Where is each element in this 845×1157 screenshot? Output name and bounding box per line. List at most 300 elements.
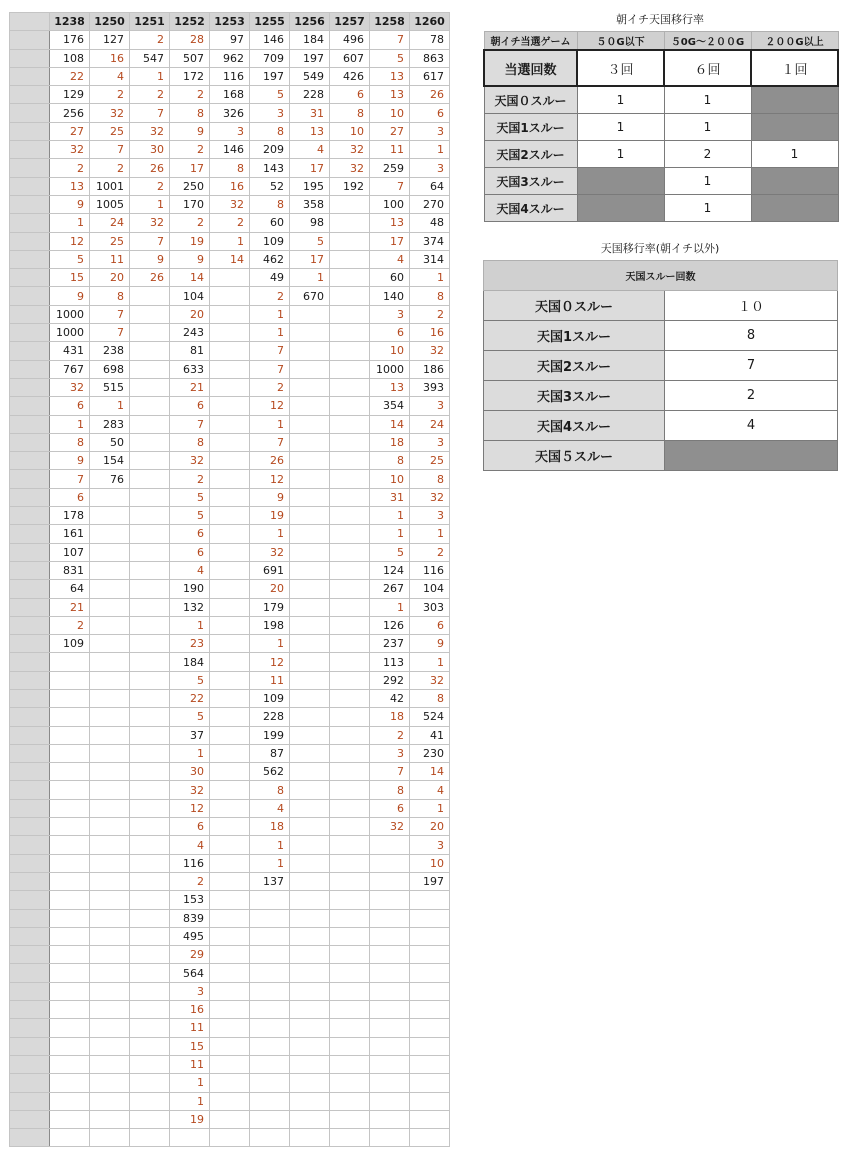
table-cell[interactable]: 81	[170, 342, 210, 360]
table-cell[interactable]: 10	[330, 122, 370, 140]
table-cell[interactable]	[410, 964, 450, 982]
table-cell[interactable]	[410, 1001, 450, 1019]
table-cell[interactable]: 146	[210, 141, 250, 159]
table-cell[interactable]	[130, 1037, 170, 1055]
row-header[interactable]	[10, 67, 50, 85]
table-cell[interactable]	[90, 1074, 130, 1092]
table-cell[interactable]	[330, 1110, 370, 1128]
table-cell[interactable]	[250, 1055, 290, 1073]
table-cell[interactable]: 1	[170, 1074, 210, 1092]
table-cell[interactable]: 20	[250, 580, 290, 598]
table-cell[interactable]: 6	[410, 104, 450, 122]
table-cell[interactable]: 259	[370, 159, 410, 177]
table-cell[interactable]	[90, 909, 130, 927]
table-cell[interactable]: 7	[250, 360, 290, 378]
table-cell[interactable]	[50, 927, 90, 945]
table-cell[interactable]: 314	[410, 250, 450, 268]
row-header[interactable]	[10, 1074, 50, 1092]
table-cell[interactable]	[130, 653, 170, 671]
table-cell[interactable]: 9	[50, 195, 90, 213]
table-cell[interactable]: 64	[410, 177, 450, 195]
table-cell[interactable]: 116	[170, 854, 210, 872]
table-cell[interactable]	[210, 580, 250, 598]
table-cell[interactable]	[210, 1037, 250, 1055]
table-cell[interactable]	[290, 1019, 330, 1037]
table-cell[interactable]	[130, 891, 170, 909]
row-header[interactable]	[10, 507, 50, 525]
table-cell[interactable]: 496	[330, 31, 370, 49]
table-cell[interactable]: 7	[370, 177, 410, 195]
table-cell[interactable]: 14	[410, 763, 450, 781]
table-cell[interactable]	[290, 433, 330, 451]
table-cell[interactable]	[330, 525, 370, 543]
table-cell[interactable]	[330, 982, 370, 1000]
table-cell[interactable]: 1	[50, 415, 90, 433]
table-cell[interactable]: 462	[250, 250, 290, 268]
table-cell[interactable]	[210, 653, 250, 671]
table-cell[interactable]: 831	[50, 561, 90, 579]
table-cell[interactable]: 18	[370, 708, 410, 726]
table-cell[interactable]	[50, 854, 90, 872]
table-cell[interactable]	[210, 378, 250, 396]
table-cell[interactable]	[50, 982, 90, 1000]
table-cell[interactable]: 42	[370, 689, 410, 707]
table-cell[interactable]: 20	[90, 269, 130, 287]
column-header[interactable]: 1253	[210, 13, 250, 31]
table-cell[interactable]: 32	[330, 159, 370, 177]
table-cell[interactable]	[50, 891, 90, 909]
table-cell[interactable]	[290, 836, 330, 854]
table-cell[interactable]	[330, 324, 370, 342]
table-cell[interactable]	[50, 1037, 90, 1055]
table-cell[interactable]: 6	[370, 324, 410, 342]
table-cell[interactable]	[410, 1055, 450, 1073]
table-cell[interactable]	[210, 635, 250, 653]
table-cell[interactable]: 153	[170, 891, 210, 909]
row-header[interactable]	[10, 726, 50, 744]
table-cell[interactable]	[210, 561, 250, 579]
row-header[interactable]	[10, 964, 50, 982]
table-cell[interactable]: 12	[250, 653, 290, 671]
table-cell[interactable]: 256	[50, 104, 90, 122]
table-cell[interactable]	[130, 378, 170, 396]
table-cell[interactable]	[330, 543, 370, 561]
table-cell[interactable]	[330, 799, 370, 817]
table-cell[interactable]	[330, 598, 370, 616]
table-cell[interactable]	[50, 946, 90, 964]
table-cell[interactable]: 18	[370, 433, 410, 451]
table-cell[interactable]: 19	[170, 1110, 210, 1128]
table-cell[interactable]	[330, 232, 370, 250]
table-cell[interactable]: 2	[130, 31, 170, 49]
table-cell[interactable]: 267	[370, 580, 410, 598]
table-cell[interactable]	[250, 909, 290, 927]
table-cell[interactable]: 3	[410, 433, 450, 451]
table-cell[interactable]	[330, 287, 370, 305]
table-cell[interactable]: 104	[170, 287, 210, 305]
table-cell[interactable]	[210, 927, 250, 945]
table-cell[interactable]: 26	[130, 159, 170, 177]
table-cell[interactable]: 283	[90, 415, 130, 433]
table-cell[interactable]	[210, 818, 250, 836]
table-cell[interactable]: 10	[370, 104, 410, 122]
table-cell[interactable]: 27	[50, 122, 90, 140]
table-cell[interactable]: 198	[250, 616, 290, 634]
table-cell[interactable]: 4	[370, 250, 410, 268]
table-cell[interactable]: 14	[170, 269, 210, 287]
table-cell[interactable]: 126	[370, 616, 410, 634]
table-cell[interactable]: 116	[410, 561, 450, 579]
table-cell[interactable]	[290, 818, 330, 836]
row-header[interactable]	[10, 671, 50, 689]
table-cell[interactable]	[290, 305, 330, 323]
table-cell[interactable]	[130, 635, 170, 653]
table-cell[interactable]: 14	[370, 415, 410, 433]
table-cell[interactable]	[370, 891, 410, 909]
table-cell[interactable]	[50, 671, 90, 689]
table-cell[interactable]: 962	[210, 49, 250, 67]
row-header[interactable]	[10, 360, 50, 378]
table-cell[interactable]: 60	[250, 214, 290, 232]
table-cell[interactable]: 1	[170, 616, 210, 634]
table-cell[interactable]: 1	[410, 269, 450, 287]
table-cell[interactable]: 13	[290, 122, 330, 140]
table-cell[interactable]	[90, 488, 130, 506]
table-cell[interactable]: 2	[170, 872, 210, 890]
table-cell[interactable]: 5	[370, 49, 410, 67]
table-cell[interactable]	[210, 360, 250, 378]
table-cell[interactable]	[130, 360, 170, 378]
table-cell[interactable]	[210, 287, 250, 305]
table-cell[interactable]	[50, 689, 90, 707]
table-cell[interactable]: 7	[370, 31, 410, 49]
table-cell[interactable]: 199	[250, 726, 290, 744]
table-cell[interactable]	[130, 433, 170, 451]
table-cell[interactable]: 26	[130, 269, 170, 287]
column-header[interactable]: 1255	[250, 13, 290, 31]
table-cell[interactable]	[130, 1019, 170, 1037]
table-cell[interactable]: 109	[50, 635, 90, 653]
table-cell[interactable]	[330, 1092, 370, 1110]
table-cell[interactable]: 31	[290, 104, 330, 122]
table-cell[interactable]	[130, 561, 170, 579]
table-cell[interactable]: 12	[250, 470, 290, 488]
table-cell[interactable]: 15	[50, 269, 90, 287]
table-cell[interactable]	[130, 726, 170, 744]
table-cell[interactable]	[210, 452, 250, 470]
table-cell[interactable]	[210, 507, 250, 525]
table-cell[interactable]	[370, 927, 410, 945]
table-cell[interactable]	[130, 305, 170, 323]
table-cell[interactable]	[130, 818, 170, 836]
column-header[interactable]: 1258	[370, 13, 410, 31]
column-header[interactable]: 1257	[330, 13, 370, 31]
table-cell[interactable]: 292	[370, 671, 410, 689]
table-cell[interactable]: 107	[50, 543, 90, 561]
table-cell[interactable]: 3	[410, 397, 450, 415]
table-cell[interactable]: 1	[130, 67, 170, 85]
table-cell[interactable]	[250, 946, 290, 964]
table-cell[interactable]: 17	[370, 232, 410, 250]
table-cell[interactable]	[250, 891, 290, 909]
table-cell[interactable]: 8	[90, 287, 130, 305]
table-cell[interactable]	[370, 1110, 410, 1128]
table-cell[interactable]: 161	[50, 525, 90, 543]
table-cell[interactable]	[370, 1037, 410, 1055]
table-cell[interactable]	[290, 909, 330, 927]
table-cell[interactable]	[330, 1037, 370, 1055]
table-cell[interactable]	[130, 525, 170, 543]
table-cell[interactable]	[130, 982, 170, 1000]
table-cell[interactable]	[250, 927, 290, 945]
table-cell[interactable]	[90, 799, 130, 817]
table-cell[interactable]	[130, 470, 170, 488]
table-cell[interactable]: 11	[250, 671, 290, 689]
row-header[interactable]	[10, 1037, 50, 1055]
table-cell[interactable]	[210, 763, 250, 781]
table-cell[interactable]	[130, 507, 170, 525]
table-cell[interactable]	[210, 1019, 250, 1037]
table-cell[interactable]: 3	[370, 744, 410, 762]
row-header[interactable]	[10, 872, 50, 890]
table-cell[interactable]	[370, 1074, 410, 1092]
row-header[interactable]	[10, 927, 50, 945]
table-cell[interactable]	[330, 397, 370, 415]
table-cell[interactable]: 26	[410, 86, 450, 104]
table-cell[interactable]	[50, 708, 90, 726]
table-cell[interactable]	[210, 946, 250, 964]
table-cell[interactable]	[50, 909, 90, 927]
column-header[interactable]: 1252	[170, 13, 210, 31]
table-cell[interactable]: 13	[370, 67, 410, 85]
table-cell[interactable]	[290, 580, 330, 598]
table-cell[interactable]: 41	[410, 726, 450, 744]
table-cell[interactable]: 5	[170, 708, 210, 726]
table-cell[interactable]: 32	[210, 195, 250, 213]
table-cell[interactable]: 132	[170, 598, 210, 616]
table-cell[interactable]	[330, 1074, 370, 1092]
table-cell[interactable]	[330, 1055, 370, 1073]
row-header[interactable]	[10, 635, 50, 653]
table-cell[interactable]	[90, 763, 130, 781]
table-cell[interactable]: 16	[410, 324, 450, 342]
table-cell[interactable]	[290, 689, 330, 707]
table-cell[interactable]: 17	[290, 250, 330, 268]
table-cell[interactable]	[330, 561, 370, 579]
table-cell[interactable]: 8	[410, 287, 450, 305]
table-cell[interactable]	[250, 1019, 290, 1037]
row-header[interactable]	[10, 1110, 50, 1128]
table-cell[interactable]	[410, 909, 450, 927]
table-cell[interactable]: 7	[130, 104, 170, 122]
table-cell[interactable]: 495	[170, 927, 210, 945]
table-cell[interactable]: 1	[410, 141, 450, 159]
table-cell[interactable]: 172	[170, 67, 210, 85]
table-cell[interactable]	[410, 1037, 450, 1055]
table-cell[interactable]	[130, 946, 170, 964]
table-cell[interactable]	[90, 1019, 130, 1037]
table-cell[interactable]	[330, 635, 370, 653]
table-cell[interactable]	[90, 726, 130, 744]
table-cell[interactable]: 1	[370, 598, 410, 616]
table-cell[interactable]: 8	[330, 104, 370, 122]
table-cell[interactable]: 30	[170, 763, 210, 781]
row-header[interactable]	[10, 891, 50, 909]
table-cell[interactable]: 76	[90, 470, 130, 488]
table-cell[interactable]: 7	[90, 324, 130, 342]
table-cell[interactable]	[90, 1037, 130, 1055]
table-cell[interactable]	[250, 1001, 290, 1019]
table-cell[interactable]: 1	[250, 836, 290, 854]
table-cell[interactable]	[330, 671, 370, 689]
table-cell[interactable]	[130, 287, 170, 305]
table-cell[interactable]	[50, 726, 90, 744]
table-cell[interactable]: 1	[250, 525, 290, 543]
table-cell[interactable]	[210, 836, 250, 854]
table-cell[interactable]: 4	[250, 799, 290, 817]
row-header[interactable]	[10, 616, 50, 634]
row-header[interactable]	[10, 397, 50, 415]
table-cell[interactable]	[290, 598, 330, 616]
table-cell[interactable]: 1	[410, 653, 450, 671]
table-cell[interactable]: 9	[170, 122, 210, 140]
table-cell[interactable]: 7	[90, 141, 130, 159]
table-cell[interactable]: 22	[50, 67, 90, 85]
table-cell[interactable]: 6	[170, 525, 210, 543]
table-cell[interactable]: 8	[370, 452, 410, 470]
table-cell[interactable]: 1	[170, 1092, 210, 1110]
table-cell[interactable]	[250, 1074, 290, 1092]
row-header[interactable]	[10, 452, 50, 470]
table-cell[interactable]	[330, 909, 370, 927]
table-cell[interactable]	[90, 1092, 130, 1110]
table-cell[interactable]: 2	[410, 543, 450, 561]
table-cell[interactable]	[210, 433, 250, 451]
row-header[interactable]	[10, 744, 50, 762]
table-cell[interactable]	[210, 525, 250, 543]
table-cell[interactable]	[210, 1001, 250, 1019]
table-cell[interactable]: 2	[170, 141, 210, 159]
table-cell[interactable]	[370, 854, 410, 872]
table-cell[interactable]: 6	[170, 818, 210, 836]
row-header[interactable]	[10, 854, 50, 872]
table-cell[interactable]: 109	[250, 689, 290, 707]
table-cell[interactable]: 32	[370, 818, 410, 836]
table-cell[interactable]	[210, 671, 250, 689]
table-cell[interactable]	[90, 744, 130, 762]
table-cell[interactable]: 1000	[50, 324, 90, 342]
table-cell[interactable]: 7	[250, 342, 290, 360]
table-cell[interactable]: 109	[250, 232, 290, 250]
table-cell[interactable]	[130, 1074, 170, 1092]
table-cell[interactable]: 1	[50, 214, 90, 232]
table-cell[interactable]: 48	[410, 214, 450, 232]
table-cell[interactable]	[210, 305, 250, 323]
table-cell[interactable]: 25	[410, 452, 450, 470]
table-cell[interactable]	[210, 982, 250, 1000]
table-cell[interactable]: 32	[90, 104, 130, 122]
row-header[interactable]	[10, 433, 50, 451]
table-cell[interactable]	[90, 1001, 130, 1019]
table-cell[interactable]: 2	[170, 214, 210, 232]
row-header[interactable]	[10, 689, 50, 707]
row-header[interactable]	[10, 232, 50, 250]
table-cell[interactable]	[290, 470, 330, 488]
table-cell[interactable]	[210, 543, 250, 561]
table-cell[interactable]: 140	[370, 287, 410, 305]
table-cell[interactable]	[290, 946, 330, 964]
table-cell[interactable]: 10	[370, 470, 410, 488]
table-cell[interactable]: 863	[410, 49, 450, 67]
table-cell[interactable]: 179	[250, 598, 290, 616]
table-cell[interactable]	[210, 964, 250, 982]
table-cell[interactable]	[410, 1129, 450, 1147]
table-cell[interactable]: 186	[410, 360, 450, 378]
table-cell[interactable]	[130, 324, 170, 342]
table-cell[interactable]: 2	[210, 214, 250, 232]
table-cell[interactable]: 8	[250, 781, 290, 799]
table-cell[interactable]: 50	[90, 433, 130, 451]
table-cell[interactable]: 3	[410, 159, 450, 177]
table-cell[interactable]: 52	[250, 177, 290, 195]
table-cell[interactable]: 25	[90, 232, 130, 250]
table-cell[interactable]: 113	[370, 653, 410, 671]
row-header[interactable]	[10, 104, 50, 122]
table-cell[interactable]	[410, 1019, 450, 1037]
table-cell[interactable]	[290, 1074, 330, 1092]
table-cell[interactable]	[330, 470, 370, 488]
table-cell[interactable]	[330, 488, 370, 506]
table-cell[interactable]: 5	[290, 232, 330, 250]
table-cell[interactable]	[410, 946, 450, 964]
row-header[interactable]	[10, 49, 50, 67]
table-cell[interactable]: 9	[50, 452, 90, 470]
table-cell[interactable]	[290, 360, 330, 378]
row-header[interactable]	[10, 1129, 50, 1147]
table-cell[interactable]: 184	[290, 31, 330, 49]
table-cell[interactable]	[210, 1129, 250, 1147]
row-header[interactable]	[10, 177, 50, 195]
table-cell[interactable]: 20	[410, 818, 450, 836]
table-cell[interactable]: 60	[370, 269, 410, 287]
table-cell[interactable]	[90, 561, 130, 579]
table-cell[interactable]	[330, 781, 370, 799]
table-cell[interactable]	[210, 781, 250, 799]
table-cell[interactable]	[290, 671, 330, 689]
table-cell[interactable]	[370, 909, 410, 927]
row-header[interactable]	[10, 415, 50, 433]
table-cell[interactable]	[50, 872, 90, 890]
table-cell[interactable]	[130, 799, 170, 817]
table-cell[interactable]: 195	[290, 177, 330, 195]
table-cell[interactable]	[210, 1092, 250, 1110]
table-cell[interactable]	[370, 1001, 410, 1019]
table-cell[interactable]: 24	[90, 214, 130, 232]
table-cell[interactable]	[290, 525, 330, 543]
table-cell[interactable]	[290, 1092, 330, 1110]
table-cell[interactable]: 10	[410, 854, 450, 872]
table-cell[interactable]	[90, 543, 130, 561]
row-header[interactable]	[10, 836, 50, 854]
table-cell[interactable]: 607	[330, 49, 370, 67]
table-cell[interactable]	[90, 653, 130, 671]
table-cell[interactable]: 178	[50, 507, 90, 525]
table-cell[interactable]: 17	[290, 159, 330, 177]
row-header[interactable]	[10, 1001, 50, 1019]
column-header[interactable]: 1238	[50, 13, 90, 31]
table-cell[interactable]	[290, 397, 330, 415]
table-cell[interactable]	[330, 891, 370, 909]
